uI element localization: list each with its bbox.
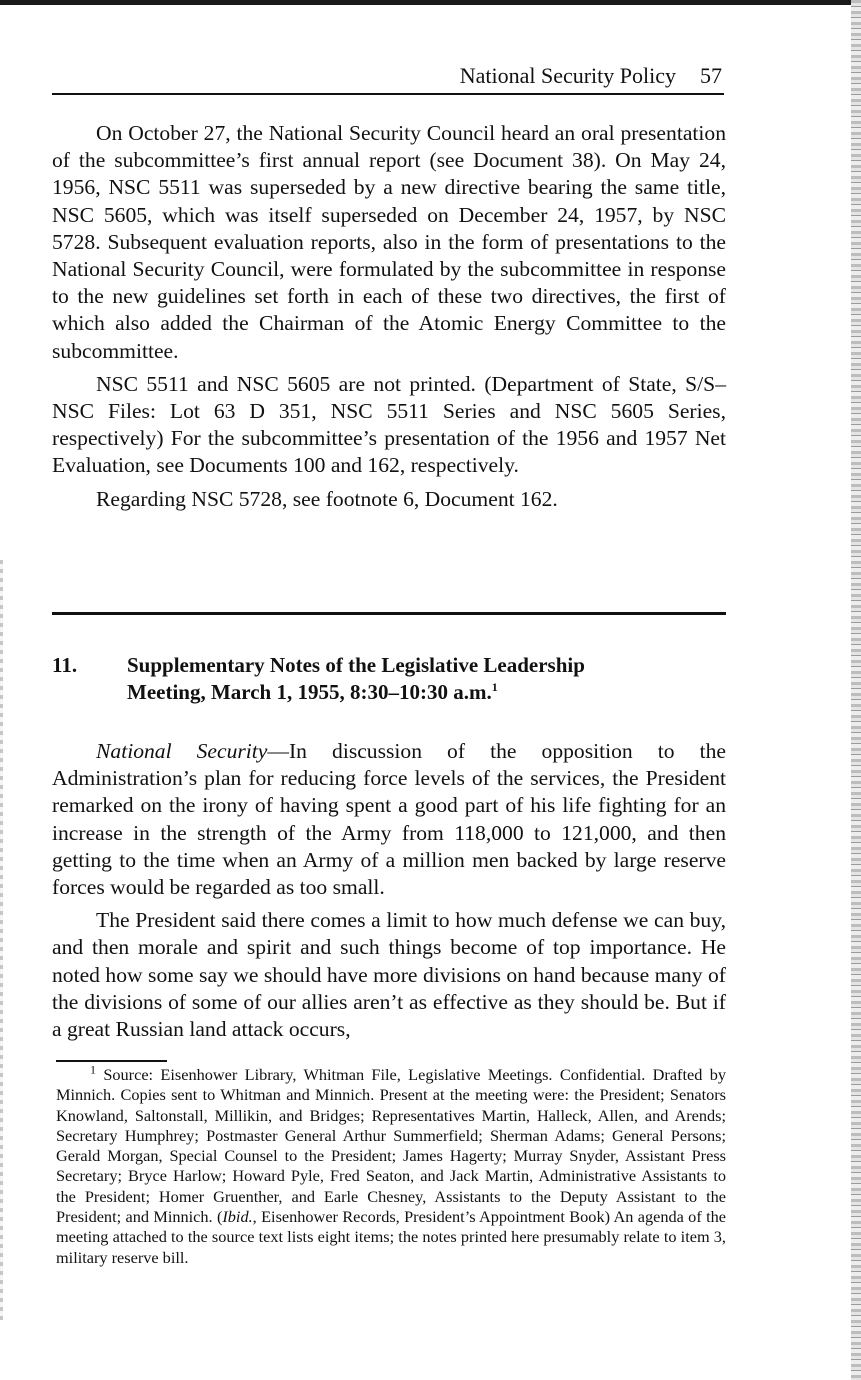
footnote-text-part1: Source: Eisenhower Library, Whitman File, Legislative Meetings. Confidential. Drafted by Minnich. Copies sent to Whitman and Minnich. Present at the meeting were: the President; Senators Knowland, Saltonstall, Millikin, and Bridges; Representatives Martin, Halleck, Allen, and Arends; Secretary Humphrey; Postmaster General Arthur Summerfield; Sherman Adams; General Persons; Gerald Morgan, Special Counsel to the President; James Hagerty; Murray Snyder, Assistant Press Secretary; Bryce Harlow; Howard Pyle, Fred Seaton, and Jack Martin, Administrative Assistants to the President; Homer Gruenther, and Earle Chesney, Assistants to the Deputy Assistant to the President; and Minnich. ( — [56, 1065, 726, 1227]
document-title — [127, 652, 687, 706]
running-head-title: National Security Policy — [459, 63, 676, 88]
intro-paragraph: On October 27, the National Security Council heard an oral presentation of the subcommittee’s first annual report (see Document 38). On May 24, 1956, NSC 5511 was superseded by a new directive bearing the same title, NSC 5605, which was itself superseded on December 24, 1957, by NSC 5728. Subsequent evaluation reports, also in the form of presentations to the National Security Council, were formulated by the subcommittee in response to the new guidelines set forth in each of these two directives, the first of which also added the Chairman of the Atomic Energy Committee to the subcommittee. — [52, 121, 726, 363]
lead-in-phrase: National Security — [96, 739, 268, 763]
footnote-rule — [56, 1060, 167, 1062]
document-body — [52, 738, 726, 1043]
intro-paragraph: NSC 5511 and NSC 5605 are not printed. (Department of State, S/S–NSC Files: Lot 63 D 351, NSC 5511 Series and NSC 5605 Series, respectively) For the subcommittee’s presentation of the 1956 and 1957 Net Evaluation, see Documents 100 and 162, respectively. — [52, 371, 726, 478]
paragraph-text: —In discussion of the opposition to the Administration’s plan for reducing force levels of the services, the President remarked on the irony of having spent a good part of his life fighting for an increase in the strength of the Army from 118,000 to 121,000, and then getting to the time when an Army of a million men backed by large reserve forces would be regarded as too small. — [52, 739, 726, 900]
scan-binding-edge — [851, 0, 861, 1380]
running-head — [52, 63, 722, 93]
body-paragraph: The President said there comes a limit to how much defense we can buy, and then morale and spirit and such things become of top importance. He noted how some say we should have more divisions on hand because many of the divisions of some of our allies aren’t as effective as they should be. But if a great Russian land attack occurs, — [52, 908, 726, 1042]
footnote-ibid: Ibid. — [222, 1207, 253, 1227]
scan-top-edge — [0, 0, 861, 5]
scan-left-edge — [0, 560, 3, 1320]
page-number: 57 — [700, 63, 722, 88]
intro-paragraph: Regarding NSC 5728, see footnote 6, Document 162. — [96, 486, 558, 511]
document-title-line2: Meeting, March 1, 1955, 8:30–10:30 a.m. — [127, 680, 492, 704]
document-number: 11. — [52, 653, 78, 677]
section-divider — [52, 612, 726, 615]
body-paragraph — [52, 738, 726, 901]
footnote-reference: 1 — [491, 680, 498, 694]
footnote — [56, 1062, 727, 1268]
document-title-line1: Supplementary Notes of the Legislative Leadership — [127, 653, 585, 677]
footnote-text-part2: , Eisenhower Records, President’s Appointment Book) An agenda of the meeting attached to the source text lists eight items; the notes printed here presumably relate to item 3, military reserve bill. — [56, 1207, 727, 1267]
footnote-text — [56, 1062, 727, 1268]
header-rule — [52, 93, 724, 95]
footnote-marker: 1 — [90, 1062, 96, 1077]
intro-text — [52, 120, 726, 513]
